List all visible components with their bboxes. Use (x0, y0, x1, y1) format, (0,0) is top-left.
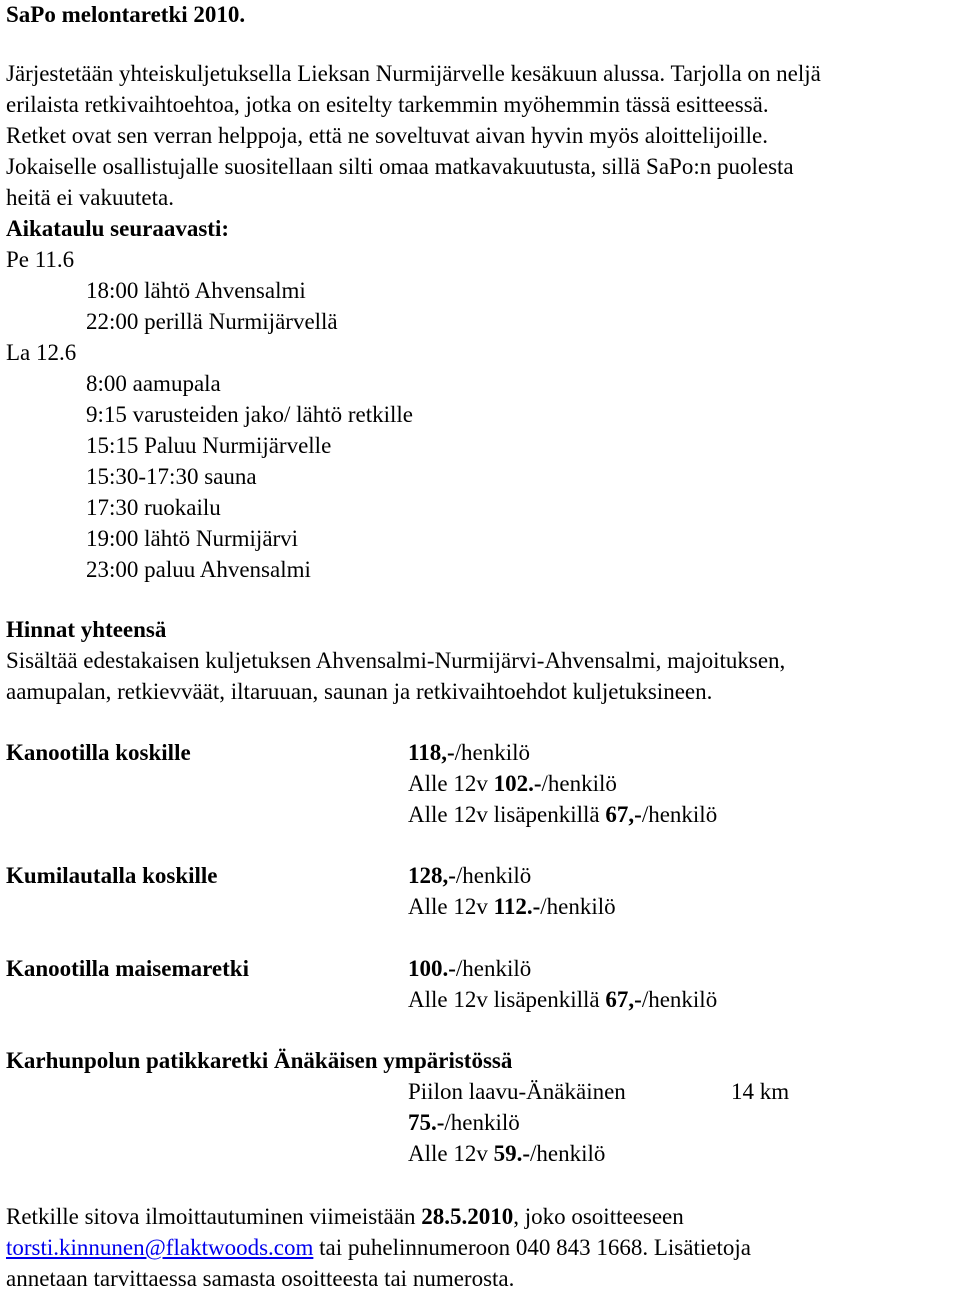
registration-line (6, 1203, 684, 1231)
price-prefix: Alle 12v lisäpenkillä (408, 987, 606, 1012)
prices-heading: Hinnat yhteensä (6, 617, 167, 642)
price-amount: 118,- (408, 740, 455, 765)
price-amount: 128,- (408, 863, 456, 888)
registration-deadline: 28.5.2010 (421, 1204, 514, 1229)
price-row (408, 739, 530, 767)
price-unit: /henkilö (530, 1141, 606, 1166)
option-name: Kumilautalla koskille (6, 863, 218, 888)
price-prefix: Alle 12v (408, 771, 494, 796)
registration-text: tai puhelinnumeroon 040 843 1668. Lisätietoja (313, 1235, 751, 1260)
price-amount: 59.- (493, 1141, 531, 1166)
intro-line: Retket ovat sen verran helppoja, että ne soveltuvat aivan hyvin myös aloittelijoille. (6, 123, 768, 148)
schedule-item: 8:00 aamupala (86, 371, 221, 396)
page-title: SaPo melontaretki 2010. (6, 2, 246, 27)
price-row (408, 862, 531, 890)
prices-includes-line: aamupalan, retkievväät, iltaruuan, saunan ja retkivaihtoehdot kuljetuksineen. (6, 679, 713, 704)
option-name: Kanootilla maisemaretki (6, 956, 249, 981)
intro-line: Järjestetään yhteiskuljetuksella Lieksan Nurmijärvelle kesäkuun alussa. Tarjolla on neljä (6, 61, 821, 86)
price-row (408, 986, 717, 1014)
schedule-heading: Aikataulu seuraavasti: (6, 216, 229, 241)
registration-text: Retkille sitova ilmoittautuminen viimeistään (6, 1204, 422, 1229)
price-row (408, 955, 531, 983)
schedule-item: 18:00 lähtö Ahvensalmi (86, 278, 306, 303)
price-unit: /henkilö (641, 802, 718, 827)
schedule-item: 19:00 lähtö Nurmijärvi (86, 526, 299, 551)
schedule-item: 22:00 perillä Nurmijärvellä (86, 309, 338, 334)
price-amount: 112.- (493, 894, 541, 919)
price-row (408, 770, 617, 798)
price-unit: /henkilö (541, 771, 617, 796)
schedule-day-label: La 12.6 (6, 340, 77, 365)
schedule-item: 15:30-17:30 sauna (86, 464, 257, 489)
price-unit: /henkilö (540, 894, 616, 919)
registration-line (6, 1234, 751, 1262)
price-prefix: Alle 12v lisäpenkillä (408, 802, 606, 827)
hike-heading: Karhunpolun patikkaretki Änäkäisen ympäristössä (6, 1048, 513, 1073)
price-unit: /henkilö (454, 740, 531, 765)
registration-text: , joko osoitteeseen (513, 1204, 684, 1229)
schedule-item: 15:15 Paluu Nurmijärvelle (86, 433, 332, 458)
intro-line: heitä ei vakuuteta. (6, 185, 174, 210)
intro-line: Jokaiselle osallistujalle suositellaan silti omaa matkavakuutusta, sillä SaPo:n puolesta (6, 154, 794, 179)
price-prefix: Alle 12v (408, 894, 494, 919)
schedule-item: 9:15 varusteiden jako/ lähtö retkille (86, 402, 414, 427)
price-prefix: Alle 12v (408, 1141, 494, 1166)
price-row (408, 801, 717, 829)
hike-distance: 14 km (731, 1079, 790, 1104)
price-amount: 67,- (605, 802, 642, 827)
price-row (408, 893, 616, 921)
price-unit: /henkilö (455, 863, 532, 888)
price-row (408, 1109, 520, 1137)
price-amount: 75.- (408, 1110, 445, 1135)
price-unit: /henkilö (455, 956, 532, 981)
schedule-day-label: Pe 11.6 (6, 247, 75, 272)
hike-route: Piilon laavu-Änäkäinen (408, 1079, 626, 1104)
schedule-item: 17:30 ruokailu (86, 495, 221, 520)
price-unit: /henkilö (641, 987, 718, 1012)
email-link[interactable]: torsti.kinnunen@flaktwoods.com (6, 1235, 314, 1260)
prices-includes-line: Sisältää edestakaisen kuljetuksen Ahvensalmi-Nurmijärvi-Ahvensalmi, majoituksen, (6, 648, 786, 673)
price-unit: /henkilö (444, 1110, 520, 1135)
price-row (408, 1140, 605, 1168)
schedule-item: 23:00 paluu Ahvensalmi (86, 557, 311, 582)
intro-line: erilaista retkivaihtoehtoa, jotka on esitelty tarkemmin myöhemmin tässä esitteessä. (6, 92, 769, 117)
option-name: Kanootilla koskille (6, 740, 191, 765)
price-amount: 100.- (408, 956, 456, 981)
price-amount: 102.- (493, 771, 542, 796)
price-amount: 67,- (605, 987, 642, 1012)
registration-line: annetaan tarvittaessa samasta osoitteesta tai numerosta. (6, 1266, 515, 1291)
